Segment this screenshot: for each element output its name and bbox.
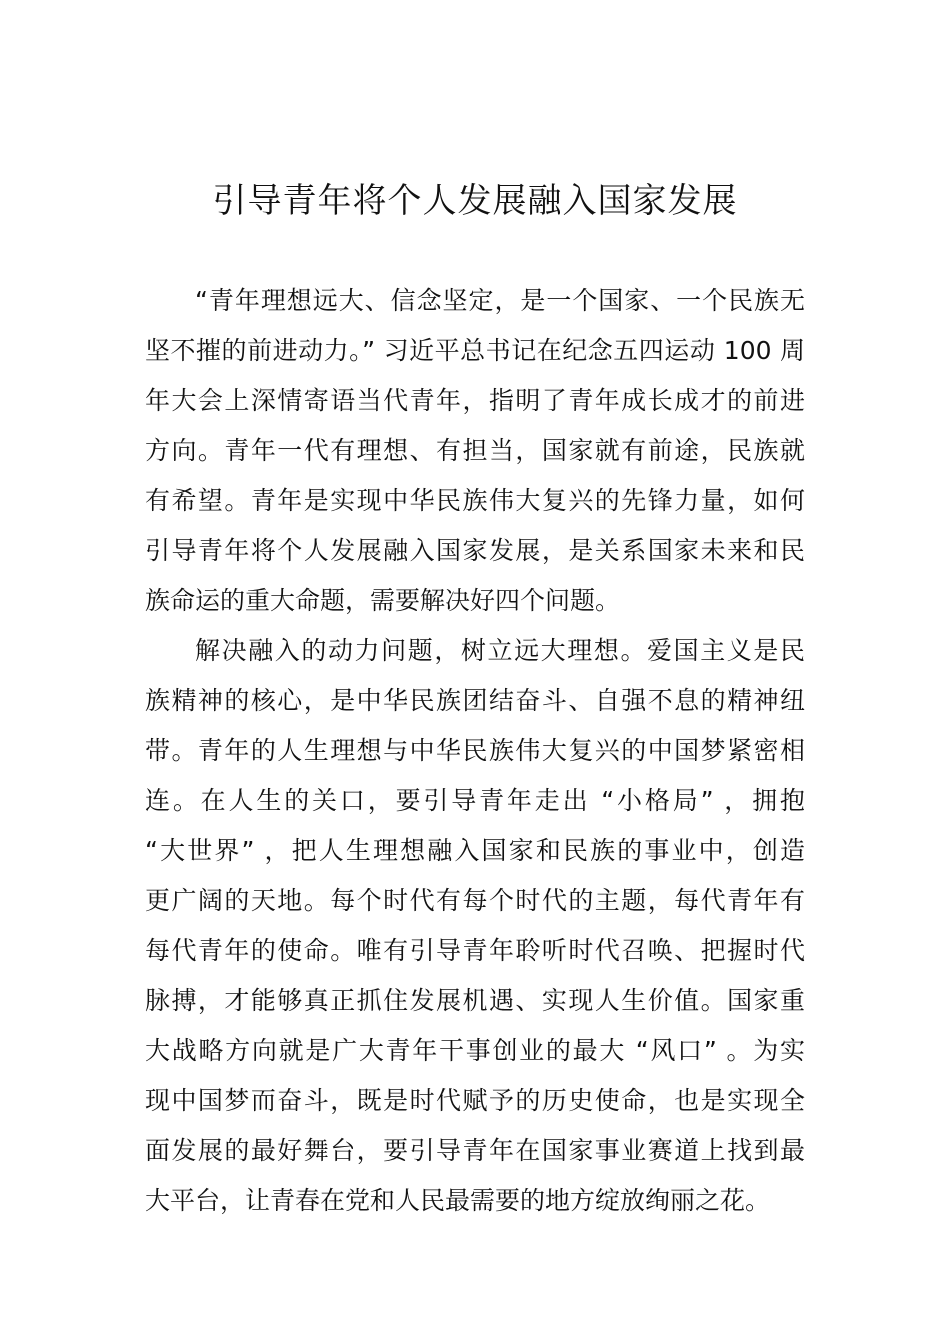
text-line: 族精神的核心，是中华民族团结奋斗、自强不息的精神纽 <box>145 686 805 715</box>
document-title: 引导青年将个人发展融入国家发展 <box>212 181 738 221</box>
text-line: 坚不摧的前进动力。” 习近平总书记在纪念五四运动 100 周 <box>145 336 805 365</box>
text-line: 现中国梦而奋斗，既是时代赋予的历史使命，也是实现全 <box>145 1086 805 1115</box>
text-line: 大平台，让青春在党和人民最需要的地方绽放绚丽之花。 <box>145 1186 771 1215</box>
text-line: 年大会上深情寄语当代青年，指明了青年成长成才的前进 <box>145 386 805 415</box>
text-line: 更广阔的天地。每个时代有每个时代的主题，每代青年有 <box>145 886 805 915</box>
text-line: 脉搏，才能够真正抓住发展机遇、实现人生价值。国家重 <box>145 986 805 1015</box>
text-line: 有希望。青年是实现中华民族伟大复兴的先锋力量，如何 <box>145 486 805 515</box>
text-line: “大世界” ，把人生理想融入国家和民族的事业中，创造 <box>145 836 805 865</box>
text-line: 解决融入的动力问题，树立远大理想。爱国主义是民 <box>195 636 805 665</box>
paragraph-1 <box>145 276 805 626</box>
text-line: 大战略方向就是广大青年干事创业的最大 “风口” 。为实 <box>145 1036 805 1065</box>
text-line: “青年理想远大、信念坚定，是一个国家、一个民族无 <box>195 286 805 315</box>
text-line: 每代青年的使命。唯有引导青年聆听时代召唤、把握时代 <box>145 936 805 965</box>
text-line: 面发展的最好舞台，要引导青年在国家事业赛道上找到最 <box>145 1136 805 1165</box>
text-line: 连。在人生的关口，要引导青年走出 “小格局” ，拥抱 <box>145 786 805 815</box>
document-body <box>145 276 805 1226</box>
text-line: 引导青年将个人发展融入国家发展，是关系国家未来和民 <box>145 536 805 565</box>
text-line: 方向。青年一代有理想、有担当，国家就有前途，民族就 <box>145 436 805 465</box>
text-line: 带。青年的人生理想与中华民族伟大复兴的中国梦紧密相 <box>145 736 805 765</box>
text-line: 族命运的重大命题，需要解决好四个问题。 <box>145 586 621 615</box>
paragraph-2 <box>145 626 805 1226</box>
